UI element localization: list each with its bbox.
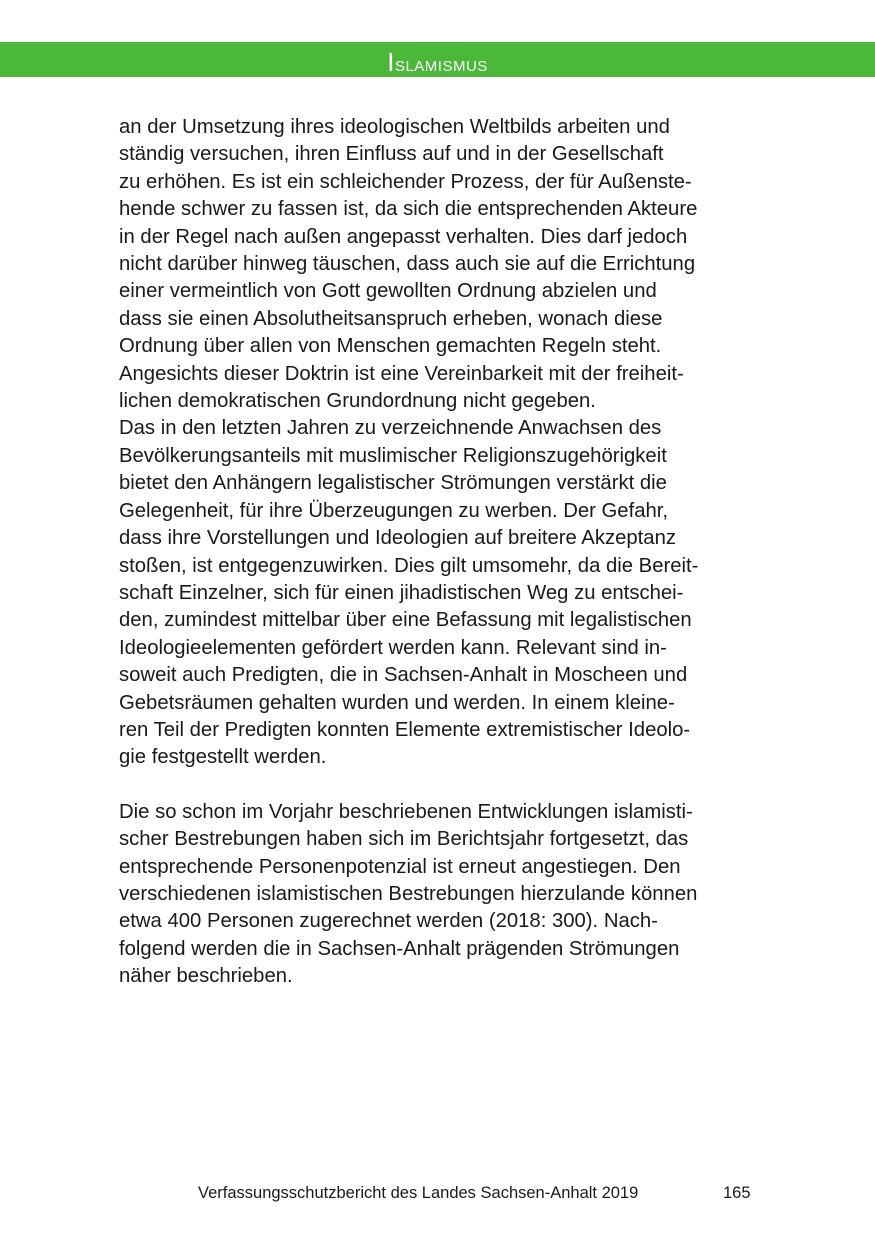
section-header-bar — [0, 42, 875, 77]
footer-publication-title: Verfassungsschutzbericht des Landes Sachsen-Anhalt 2019 — [198, 1184, 639, 1202]
body-text — [119, 114, 759, 991]
page-footer — [0, 1181, 875, 1205]
paragraph-1: an der Umsetzung ihres ideologischen Weltbilds arbeiten und ständig versuchen, ihren Einfluss auf und in der Gesellschaft zu erhöhen. Es ist ein schleichender Prozess, der für Außenste- hende schwer zu fassen ist, da sich die entsprechenden Akteure in der Regel nach außen angepasst verhalten. Dies darf jedoch nicht darüber hinweg täuschen, dass auch sie auf die Errichtung einer vermeintlich von Gott gewollten Ordnung abzielen und dass sie einen Absolutheitsanspruch erheben, wonach diese Ordnung über allen von Menschen gemachten Regeln steht. Angesichts dieser Doktrin ist eine Vereinbarkeit mit der freiheit- lichen demokratischen Grundordnung nicht gegeben. — [119, 116, 698, 413]
section-title: Islamismus — [387, 47, 488, 77]
paragraph-3: Die so schon im Vorjahr beschriebenen Entwicklungen islamisti- scher Bestrebungen haben sich im Berichtsjahr fortgesetzt, das entsprechende Personenpotenzial ist erneut angestiegen. Den verschiedenen islamistischen Bestrebungen hierzulande können etwa 400 Personen zugerechnet werden (2018: 300). Nach- folgend werden die in Sachsen-Anhalt prägenden Strömungen näher beschrieben. — [119, 800, 698, 988]
page-number: 165 — [723, 1184, 751, 1202]
paragraph-2: Das in den letzten Jahren zu verzeichnende Anwachsen des Bevölkerungsanteils mit muslimischer Religionszugehörigkeit bietet den Anhängern legalistischer Strömungen verstärkt die Gelegenheit, für ihre Überzeugungen zu werben. Der Gefahr, dass ihre Vorstellungen und Ideologien auf breitere Akzeptanz stoßen, ist entgegenzuwirken. Dies gilt umsomehr, da die Bereit- schaft Einzelner, sich für einen jihadistischen Weg zu entschei- den, zumindest mittelbar über eine Befassung mit legalistischen Ideologieelementen gefördert werden kann. Relevant sind in- soweit auch Predigten, die in Sachsen-Anhalt in Moscheen und Gebetsräumen gehalten wurden und werden. In einem kleine- ren Teil der Predigten konnten Elemente extremistischer Ideolo- gie festgestellt werden. — [119, 417, 699, 769]
